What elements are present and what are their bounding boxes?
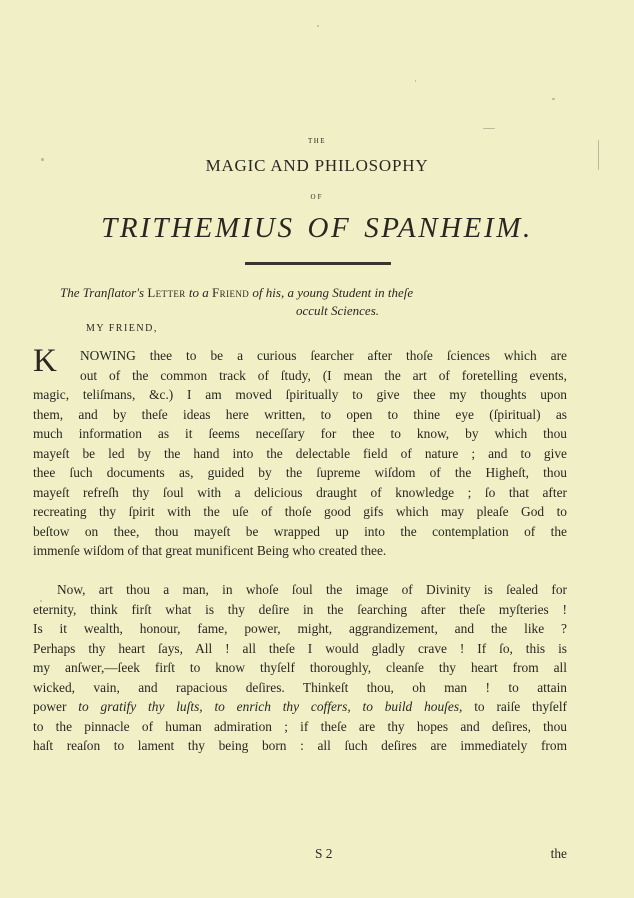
heading-part-5: of his, a young Student in theſe [252, 285, 414, 300]
header-the: THE [307, 137, 327, 145]
text-line: eternity, think firſt what is thy deſire in the ſearching after theſe myſteries ! [33, 601, 567, 617]
heading-part-3: to a [188, 285, 209, 300]
letter-heading-line-1 [60, 284, 575, 302]
text-line: them, and by theſe ideas here written, to open to thine eye (ſpiritual) as [33, 406, 567, 422]
text-line: NOWING thee to be a curious ſearcher after thoſe ſciences which are [80, 348, 567, 363]
paper-speck [415, 80, 416, 82]
letter-heading [60, 284, 575, 320]
text-line: to the pinnacle of human admiration ; if theſe are thy hopes and deſires, thou [33, 718, 567, 734]
text-line: wicked, vain, and rapacious deſires. Thinkeſt thou, oh man ! to attain [33, 679, 567, 695]
text-line: mayeſt refreſh thy ſoul with a delicious draught of knowledge ; ſo that after [33, 484, 567, 500]
paragraph-2 [33, 580, 567, 756]
text-line: immenſe wiſdom of that great munificent Being who created thee. [33, 543, 387, 558]
text-line: magic, teliſmans, &c.) I am moved ſpiritually to give thee my thoughts upon [33, 387, 567, 402]
text-line: beſtow on thee, thou mayeſt be wrapped up into the contemplation of the [33, 523, 567, 539]
main-title: TRITHEMIUS OF SPANHEIM. [101, 212, 533, 244]
paper-speck [552, 98, 555, 100]
paragraph-1 [33, 343, 567, 561]
paper-speck [317, 25, 319, 27]
heading-part-1: The Tranſlator's [60, 285, 145, 300]
text-line: power to gratify thy luſts, to enrich thy coffers, to build houſes, to raiſe thyſelf [33, 699, 567, 714]
text-line: Is it wealth, honour, fame, power, might, aggrandizement, and the like ? [33, 621, 567, 636]
text-line: mayeſt be led by the hand into the delectable field of nature ; and to give [33, 445, 567, 461]
text-line: out of the common track of ſtudy, (I mean the art of foretelling events, [80, 367, 567, 383]
header-magic-title: MAGIC AND PHILOSOPHY [205, 156, 429, 175]
text-line: thee ſuch documents as, guided by the ſupreme wiſdom of the Higheſt, thou [33, 465, 567, 480]
text-line: Perhaps thy heart ſays, All ! all theſe I would gladly crave ! If ſo, this is [33, 640, 567, 656]
text-line: my anſwer,—ſeek firſt to know thyſelf thoroughly, cleanſe thy heart from all [33, 660, 567, 675]
title-rule [245, 262, 391, 265]
text-line: much information as it ſeems neceſſary for thee to know, by which thou [33, 426, 567, 441]
heading-part-2: Letter [147, 285, 186, 300]
header-of: OF [310, 193, 324, 201]
salutation: MY FRIEND, [86, 323, 158, 334]
signature-mark: S 2 [315, 846, 333, 861]
catchword: the [550, 846, 567, 861]
text-line: Now, art thou a man, in whoſe ſoul the image of Divinity is ſealed for [57, 582, 567, 597]
heading-part-4: Friend [212, 285, 250, 300]
paper-speck [483, 128, 495, 129]
text-line: recreating thy ſpirit with the uſe of thoſe good gifs which may pleaſe God to [33, 504, 567, 519]
letter-heading-line-2: occult Sciences. [295, 303, 379, 318]
drop-cap: K [33, 343, 57, 379]
text-line: haſt reaſon to lament thy being born : all ſuch deſires are immediately from [33, 738, 567, 753]
